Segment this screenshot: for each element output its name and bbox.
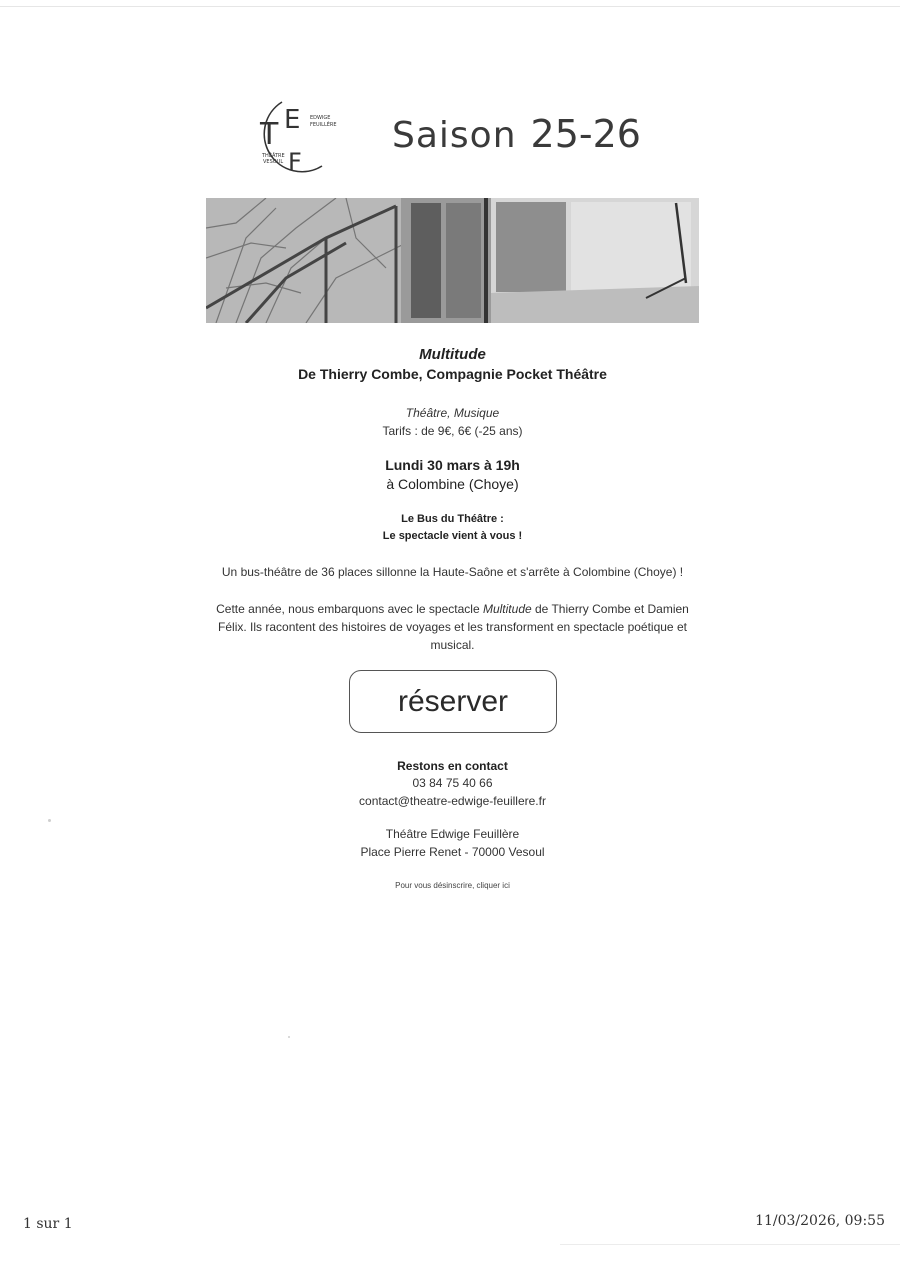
- org-name: Théâtre Edwige Feuillère: [385, 827, 520, 841]
- unsubscribe-link[interactable]: Pour vous désinscrire, cliquer ici: [395, 881, 510, 890]
- scan-edge: [0, 6, 900, 7]
- show-date: Lundi 30 mars à 19h: [385, 457, 520, 473]
- season-heading: [392, 112, 641, 166]
- logo-letter-t: T: [260, 117, 279, 152]
- logo-line-4: VESOUL: [263, 159, 284, 165]
- season-years: 25-26: [530, 112, 641, 156]
- reserve-button[interactable]: réserver: [349, 670, 557, 733]
- show-title: Multitude: [419, 346, 486, 363]
- contact-heading: Restons en contact: [397, 759, 508, 773]
- bus-subtitle: Le spectacle vient à vous !: [382, 530, 523, 542]
- show-venue: à Colombine (Choye): [386, 476, 519, 492]
- scan-speck: [48, 819, 51, 822]
- show-author: De Thierry Combe, Compagnie Pocket Théâtre: [298, 366, 607, 382]
- logo-letter-f: F: [288, 148, 302, 176]
- page-count: 1 sur 1: [23, 1216, 73, 1232]
- description-text-end: de Thierry Combe et Damien Félix. Ils racontent des histoires de voyages et les transforment en spectacle poétique et musical.: [218, 602, 689, 652]
- contact-phone[interactable]: 03 84 75 40 66: [412, 776, 493, 790]
- description-show-title: Multitude: [482, 602, 532, 616]
- scan-edge: [560, 1244, 900, 1245]
- show-genre: Théâtre, Musique: [405, 406, 500, 420]
- logo-line-2: FEUILLÈRE: [310, 122, 337, 128]
- logo-line-3: THÉÂTRE: [262, 153, 285, 159]
- bus-title: Le Bus du Théâtre :: [401, 513, 504, 525]
- print-timestamp: 11/03/2026, 09:55: [755, 1213, 885, 1229]
- description-paragraph-1: Un bus-théâtre de 36 places sillonne la Haute-Saône et s'arrête à Colombine (Choye) !: [221, 565, 684, 579]
- description-paragraph-2: [205, 600, 700, 654]
- show-price: Tarifs : de 9€, 6€ (-25 ans): [382, 424, 523, 438]
- scan-speck: [288, 1036, 290, 1038]
- season-word: Saison: [392, 115, 517, 156]
- theatre-logo: [252, 94, 342, 176]
- logo-letter-e: E: [284, 105, 301, 135]
- org-address: Place Pierre Renet - 70000 Vesoul: [360, 845, 545, 859]
- contact-email[interactable]: contact@theatre-edwige-feuillere.fr: [359, 794, 546, 808]
- logo-line-1: EDWIGE: [310, 115, 331, 121]
- bus-photo: [206, 198, 699, 323]
- description-text: Cette année, nous embarquons avec le spectacle: [216, 602, 483, 616]
